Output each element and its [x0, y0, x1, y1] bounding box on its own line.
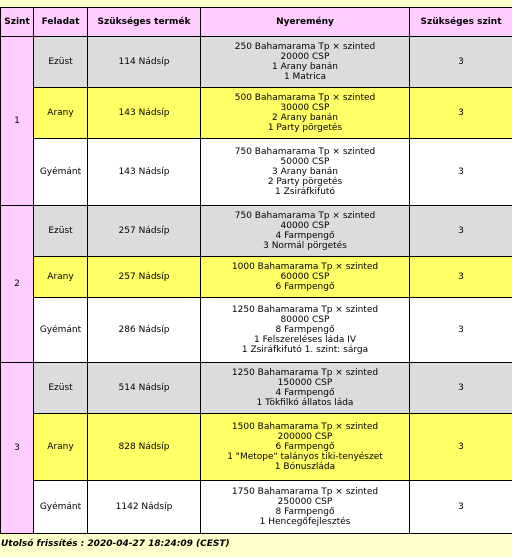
required-level-cell: 3: [410, 88, 512, 139]
task-cell: Arany: [34, 414, 88, 481]
reward-line: 500 Bahamarama Tp × szinted: [234, 93, 376, 103]
reward-line: 200000 CSP: [277, 432, 333, 442]
product-cell: 114 Nádsíp: [88, 37, 201, 88]
reward-line: 8 Farmpengő: [275, 325, 335, 335]
required-level-cell: 3: [410, 481, 512, 534]
header-level: Szint: [1, 8, 34, 37]
reward-cell: [201, 88, 410, 139]
required-level-cell: 3: [410, 37, 512, 88]
reward-cell: [201, 139, 410, 206]
reward-line: 1000 Bahamarama Tp × szinted: [231, 262, 379, 272]
task-cell: Arany: [34, 257, 88, 298]
reward-line: 1750 Bahamarama Tp × szinted: [231, 487, 379, 497]
reward-line: 1 Zsiráfkifutó: [275, 187, 335, 197]
reward-line: 1 Hencegőfejlesztés: [259, 517, 351, 527]
reward-line: 6 Farmpengő: [275, 442, 335, 452]
required-level-cell: 3: [410, 298, 512, 363]
table-row: [1, 88, 512, 139]
reward-line: 1 Matrica: [283, 72, 327, 82]
product-cell: 286 Nádsíp: [88, 298, 201, 363]
reward-line: 4 Farmpengő: [275, 231, 335, 241]
reward-line: 1 Arany banán: [271, 62, 338, 72]
table-row: [1, 481, 512, 534]
reward-cell: [201, 37, 410, 88]
reward-line: 1 Felszereléses láda IV: [253, 335, 357, 345]
reward-line: 6 Farmpengő: [275, 282, 335, 292]
reward-cell: [201, 481, 410, 534]
level-cell: 3: [1, 363, 34, 534]
reward-line: 3 Normál pörgetés: [263, 241, 347, 251]
reward-line: 1500 Bahamarama Tp × szinted: [231, 422, 379, 432]
reward-cell: [201, 298, 410, 363]
table-row: [1, 363, 512, 414]
required-level-cell: 3: [410, 363, 512, 414]
table-row: [1, 37, 512, 88]
task-cell: Gyémánt: [34, 481, 88, 534]
level-cell: 1: [1, 37, 34, 206]
reward-cell: [201, 414, 410, 481]
product-cell: 828 Nádsíp: [88, 414, 201, 481]
level-cell: 2: [1, 206, 34, 363]
reward-line: 50000 CSP: [280, 157, 330, 167]
reward-line: 250000 CSP: [277, 497, 333, 507]
task-cell: Ezüst: [34, 206, 88, 257]
header-row: [1, 8, 512, 37]
task-cell: Ezüst: [34, 363, 88, 414]
reward-line: 150000 CSP: [277, 378, 333, 388]
rewards-table: [0, 7, 512, 534]
reward-cell: [201, 257, 410, 298]
table-body: [1, 37, 512, 534]
reward-line: 750 Bahamarama Tp × szinted: [234, 211, 376, 221]
table-row: [1, 139, 512, 206]
product-cell: 514 Nádsíp: [88, 363, 201, 414]
required-level-cell: 3: [410, 257, 512, 298]
reward-line: 2 Party pörgetés: [267, 177, 343, 187]
reward-line: 1250 Bahamarama Tp × szinted: [231, 305, 379, 315]
table-row: [1, 298, 512, 363]
product-cell: 143 Nádsíp: [88, 139, 201, 206]
reward-line: 1250 Bahamarama Tp × szinted: [231, 368, 379, 378]
reward-line: 1 Tökfilkó állatos láda: [256, 398, 354, 408]
product-cell: 1142 Nádsíp: [88, 481, 201, 534]
required-level-cell: 3: [410, 206, 512, 257]
reward-line: 20000 CSP: [280, 52, 330, 62]
product-cell: 257 Nádsíp: [88, 257, 201, 298]
header-product: Szükséges termék: [88, 8, 201, 37]
reward-line: 80000 CSP: [280, 315, 330, 325]
product-cell: 257 Nádsíp: [88, 206, 201, 257]
table-row: [1, 206, 512, 257]
reward-cell: [201, 206, 410, 257]
reward-line: 750 Bahamarama Tp × szinted: [234, 147, 376, 157]
reward-cell: [201, 363, 410, 414]
task-cell: Ezüst: [34, 37, 88, 88]
reward-line: 2 Arany banán: [271, 113, 338, 123]
reward-line: 60000 CSP: [280, 272, 330, 282]
reward-line: 1 "Metope" talányos tiki-tenyészet: [227, 452, 383, 462]
reward-line: 8 Farmpengő: [275, 507, 335, 517]
table-row: [1, 414, 512, 481]
reward-line: 4 Farmpengő: [275, 388, 335, 398]
reward-line: 1 Party pörgetés: [267, 123, 343, 133]
header-required-level: Szükséges szint: [410, 8, 512, 37]
header-task: Feladat: [34, 8, 88, 37]
task-cell: Gyémánt: [34, 139, 88, 206]
product-cell: 143 Nádsíp: [88, 88, 201, 139]
task-cell: Arany: [34, 88, 88, 139]
reward-line: 1 Bónuszláda: [274, 462, 336, 472]
header-reward: Nyeremény: [201, 8, 410, 37]
reward-line: 40000 CSP: [280, 221, 330, 231]
reward-line: 3 Arany banán: [271, 167, 338, 177]
task-cell: Gyémánt: [34, 298, 88, 363]
table-row: [1, 257, 512, 298]
last-updated: Utolsó frissítés : 2020-04-27 18:24:09 (CEST): [1, 539, 230, 549]
reward-line: 1 Zsiráfkifutó 1. szint: sárga: [241, 345, 369, 355]
reward-line: 250 Bahamarama Tp × szinted: [234, 42, 376, 52]
reward-line: 30000 CSP: [280, 103, 330, 113]
required-level-cell: 3: [410, 139, 512, 206]
required-level-cell: 3: [410, 414, 512, 481]
